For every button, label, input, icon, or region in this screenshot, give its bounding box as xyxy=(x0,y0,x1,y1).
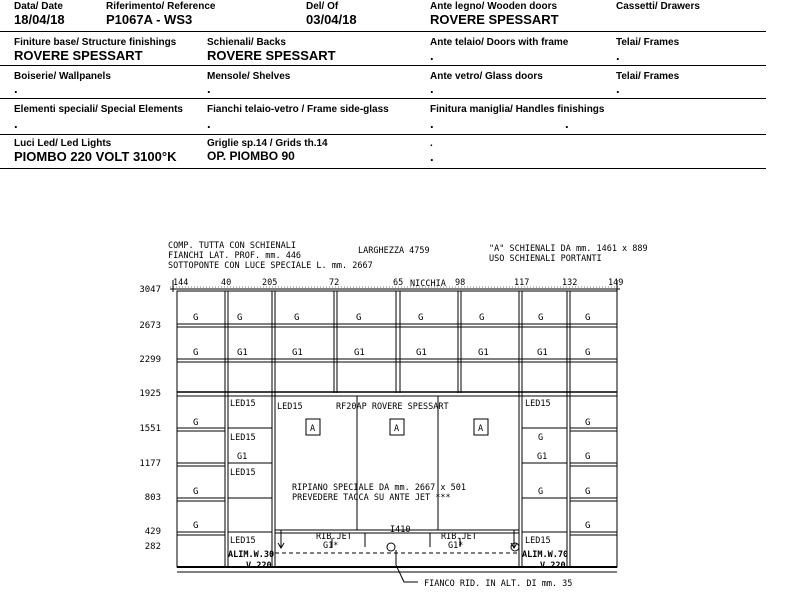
wooden-doors-value: ROVERE SPESSART xyxy=(430,12,559,27)
drawers-label: Cassetti/ Drawers xyxy=(616,1,700,12)
dim-205: 205 xyxy=(262,278,278,288)
panel-a-left-label: A xyxy=(310,424,316,434)
g-label: G xyxy=(585,348,591,358)
g1-label: G1 xyxy=(478,348,489,358)
glass-doors-label: Ante vetro/ Glass doors xyxy=(430,71,543,82)
grids-value: OP. PIOMBO 90 xyxy=(207,149,295,163)
dim-144: 144 xyxy=(173,278,189,288)
dim-72: 72 xyxy=(329,278,340,288)
alim-right-1: ALIM.W.70 xyxy=(522,550,569,560)
row5-extra-value: . xyxy=(430,149,434,164)
of-value: 03/04/18 xyxy=(306,12,357,27)
note-left-1: COMP. TUTTA CON SCHIENALI xyxy=(168,241,296,251)
reference-value: P1067A - WS3 xyxy=(106,12,193,27)
alim-left-1: ALIM.W.30 xyxy=(228,550,275,560)
g1-label: G1 xyxy=(354,348,365,358)
special-elements-value: . xyxy=(14,116,18,131)
backs-label: Schienali/ Backs xyxy=(207,37,286,48)
wallpanels-value: . xyxy=(14,81,18,96)
shelves-value: . xyxy=(207,81,211,96)
wallpanels-label: Boiserie/ Wallpanels xyxy=(14,71,111,82)
shelves-label: Mensole/ Shelves xyxy=(207,71,291,82)
fianco-note: FIANCO RID. IN ALT. DI mm. 35 xyxy=(424,579,573,589)
frames-2-label: Telai/ Frames xyxy=(616,71,680,82)
height-2299: 2299 xyxy=(139,355,161,365)
g1-label: G1 xyxy=(237,348,248,358)
note-left-3: SOTTOPONTE CON LUCE SPECIALE L. mm. 2667 xyxy=(168,261,373,271)
g-label: G xyxy=(294,313,300,323)
reference-label: Riferimento/ Reference xyxy=(106,1,216,12)
handles-label: Finitura maniglia/ Handles finishings xyxy=(430,104,605,115)
g-label: G xyxy=(237,313,243,323)
led-label: LED15 xyxy=(230,536,256,546)
left-inner-labels xyxy=(230,399,256,546)
g1-label: G1 xyxy=(537,452,548,462)
note-left-2: FIANCHI LAT. PROF. mm. 446 xyxy=(168,251,302,261)
height-429: 429 xyxy=(144,527,161,537)
g-label: G xyxy=(193,521,199,531)
led-label: LED15 xyxy=(230,399,256,409)
i410-label: I410 xyxy=(390,525,411,535)
height-3047: 3047 xyxy=(139,285,161,295)
frames-value: . xyxy=(616,48,620,63)
dim-98: 98 xyxy=(455,278,466,288)
dim-nicchia: NICCHIA xyxy=(410,279,446,289)
g-label: G xyxy=(585,418,591,428)
g-label: G xyxy=(585,487,591,497)
rib-jet-right: RIB.JET xyxy=(441,532,477,542)
g-label: G xyxy=(538,433,544,443)
row5-extra-label: . xyxy=(430,138,433,149)
special-shelf-note-2: PREVEDERE TACCA SU ANTE JET *** xyxy=(292,493,451,503)
g-label: G xyxy=(193,313,199,323)
g1-label: G1 xyxy=(537,348,548,358)
rib-jet-left: RIB.JET xyxy=(316,532,352,542)
center-niche-texts xyxy=(277,402,483,551)
wooden-doors-label: Ante legno/ Wooden doors xyxy=(430,1,558,12)
date-label: Data/ Date xyxy=(14,1,63,12)
g-label: G xyxy=(538,313,544,323)
date-value: 18/04/18 xyxy=(14,12,65,27)
extra-value: . xyxy=(565,116,569,131)
frame-side-glass-label: Fianchi telaio-vetro / Frame side-glass xyxy=(207,104,389,115)
frames-label: Telai/ Frames xyxy=(616,37,680,48)
left-outer-labels xyxy=(193,418,198,531)
glass-doors-value: . xyxy=(430,81,434,96)
height-2673: 2673 xyxy=(139,321,161,331)
right-inner-labels xyxy=(525,399,551,546)
height-1551: 1551 xyxy=(139,424,161,434)
note-right-1: "A" SCHIENALI DA mm. 1461 x 889 xyxy=(489,244,648,254)
panel-a-right-label: A xyxy=(478,424,484,434)
frames-2-value: . xyxy=(616,81,620,96)
g-label: G xyxy=(193,487,199,497)
grids-label: Griglie sp.14 / Grids th.14 xyxy=(207,138,328,149)
g-label: G xyxy=(193,348,199,358)
note-width: LARGHEZZA 4759 xyxy=(358,246,430,256)
g1-label: G1 xyxy=(292,348,303,358)
frame-doors-label: Ante telaio/ Doors with frame xyxy=(430,37,569,48)
led-label: LED15 xyxy=(230,433,256,443)
g-label: G xyxy=(585,521,591,531)
of-label: Del/ Of xyxy=(306,1,339,12)
frame-doors-value: . xyxy=(430,48,434,63)
dim-65: 65 xyxy=(393,278,404,288)
center-niche xyxy=(275,396,519,530)
height-803: 803 xyxy=(144,493,161,503)
structure-finishings-value: ROVERE SPESSART xyxy=(14,48,143,63)
top-dimensions xyxy=(173,278,623,289)
g-label: G xyxy=(585,313,591,323)
led-label: LED15 xyxy=(230,468,256,478)
height-1177: 1177 xyxy=(139,459,161,469)
g-label: G xyxy=(418,313,424,323)
outlet-center xyxy=(387,543,395,551)
special-shelf-note-1: RIPIANO SPECIALE DA mm. 2667 x 501 xyxy=(292,483,466,493)
row-g1-labels xyxy=(193,348,590,358)
led-lights-value: PIOMBO 220 VOLT 3100°K xyxy=(14,149,177,164)
height-labels xyxy=(139,285,161,552)
row-g-labels xyxy=(193,313,590,323)
g1-label: G1 xyxy=(237,452,248,462)
height-282: 282 xyxy=(144,542,161,552)
center-led-label: LED15 xyxy=(277,402,303,412)
g-label: G xyxy=(356,313,362,323)
dim-40: 40 xyxy=(221,278,232,288)
rib-g1-right: G1* xyxy=(448,541,464,551)
dim-149: 149 xyxy=(608,278,624,288)
panel-a-center-label: A xyxy=(394,424,400,434)
dim-132: 132 xyxy=(562,278,578,288)
g1-label: G1 xyxy=(416,348,427,358)
g-label: G xyxy=(538,487,544,497)
note-right-2: USO SCHIENALI PORTANTI xyxy=(489,254,602,264)
right-outer-labels xyxy=(585,418,590,531)
dim-117: 117 xyxy=(514,278,530,288)
structure-finishings-label: Finiture base/ Structure finishings xyxy=(14,37,177,48)
led-label: LED15 xyxy=(525,536,551,546)
led-lights-label: Luci Led/ Led Lights xyxy=(14,138,112,149)
backs-value: ROVERE SPESSART xyxy=(207,48,336,63)
center-title: RF20AP ROVERE SPESSART xyxy=(336,402,449,412)
rib-g1-left: G1* xyxy=(323,541,339,551)
alim-left-2: V.220 xyxy=(246,561,272,571)
alim-right-2: V.220 xyxy=(540,561,566,571)
handles-value: . xyxy=(430,116,434,131)
g-label: G xyxy=(479,313,485,323)
g-label: G xyxy=(193,418,199,428)
frame-side-glass-value: . xyxy=(207,116,211,131)
led-label: LED15 xyxy=(525,399,551,409)
g-label: G xyxy=(585,452,591,462)
special-elements-label: Elementi speciali/ Special Elements xyxy=(14,104,183,115)
height-1925: 1925 xyxy=(139,389,161,399)
